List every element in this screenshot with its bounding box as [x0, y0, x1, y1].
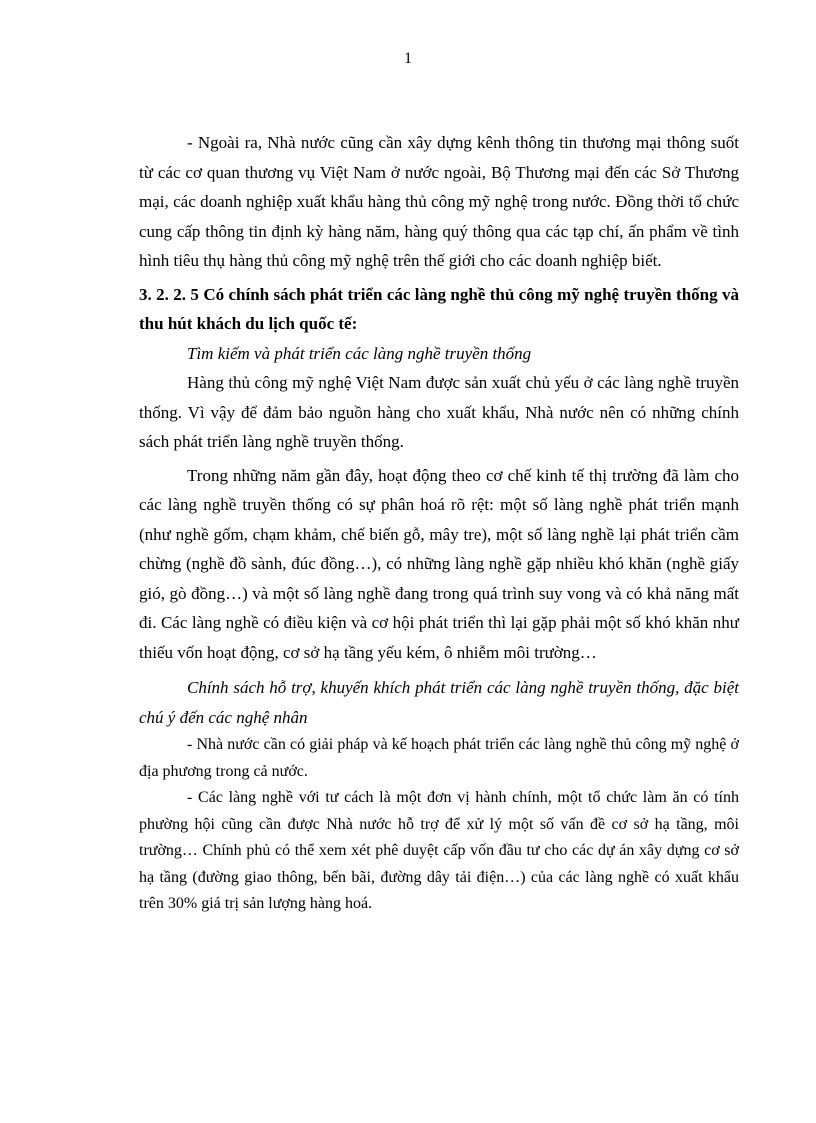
paragraph-state-plan: - Nhà nước cần có giải pháp và kế hoạch phát triển các làng nghề thủ công mỹ nghệ ở địa phương trong cả nước. — [139, 736, 739, 780]
paragraph-village-differentiation: Trong những năm gần đây, hoạt động theo cơ chế kinh tế thị trường đã làm cho các làng nghề truyền thống có sự phân hoá rõ rệt: một số làng nghề phát triển mạnh (như nghề gốm, chạm khảm, chế biến gỗ, mây tre), một số làng nghề lại phát triển cầm chừng (nghề đồ sành, đúc đồng…), có những làng nghề gặp nhiều khó khăn (nghề giấy gió, gò đồng…) và một số làng nghề đang trong quá trình suy vong và có khả năng mất đi. Các làng nghề có điều kiện và cơ hội phát triển thì lại gặp phải một số khó khăn như thiếu vốn hoạt động, cơ sở hạ tầng yếu kém, ô nhiễm môi trường… — [139, 465, 739, 662]
paragraph-trade-information: - Ngoài ra, Nhà nước cũng cần xây dựng kênh thông tin thương mại thông suốt từ các cơ quan thương vụ Việt Nam ở nước ngoài, Bộ Thương mại đến các Sở Thương mại, các doanh nghiệp xuất khẩu hàng thủ công mỹ nghệ trong nước. Đồng thời tổ chức cung cấp thông tin định kỳ hàng năm, hàng quý thông qua các tạp chí, ấn phẩm về tình hình tiêu thụ hàng thủ công mỹ nghệ trên thế giới cho các doanh nghiệp biết. — [139, 133, 739, 270]
section-heading: 3. 2. 2. 5 Có chính sách phát triển các làng nghề thủ công mỹ nghệ truyền thống và thu hút khách du lịch quốc tế: — [139, 284, 739, 333]
subheading-find-develop-villages: Tìm kiếm và phát triển các làng nghề truyền thống — [187, 343, 532, 363]
subheading-support-policy: Chính sách hỗ trợ, khuyến khích phát triển các làng nghề truyền thống, đặc biệt chú ý đến các nghệ nhân — [139, 678, 739, 727]
page-number: 1 — [404, 50, 412, 67]
paragraph-infrastructure-support: - Các làng nghề với tư cách là một đơn vị hành chính, một tổ chức làm ăn có tính phường hội cũng cần được Nhà nước hỗ trợ để xử lý một số vấn đề cơ sở hạ tầng, môi trường… Chính phủ có thể xem xét phê duyệt cấp vốn đầu tư cho các dự án xây dựng cơ sở hạ tầng (đường giao thông, bến bãi, đường dây tải điện…) của các làng nghề có xuất khẩu trên 30% giá trị sản lượng hàng hoá. — [139, 789, 739, 912]
document-body — [139, 128, 739, 918]
paragraph-craft-villages-source: Hàng thủ công mỹ nghệ Việt Nam được sản xuất chủ yếu ở các làng nghề truyền thống. Vì vậy để đảm bảo nguồn hàng cho xuất khẩu, Nhà nước nên có những chính sách phát triển làng nghề truyền thống. — [139, 373, 739, 451]
